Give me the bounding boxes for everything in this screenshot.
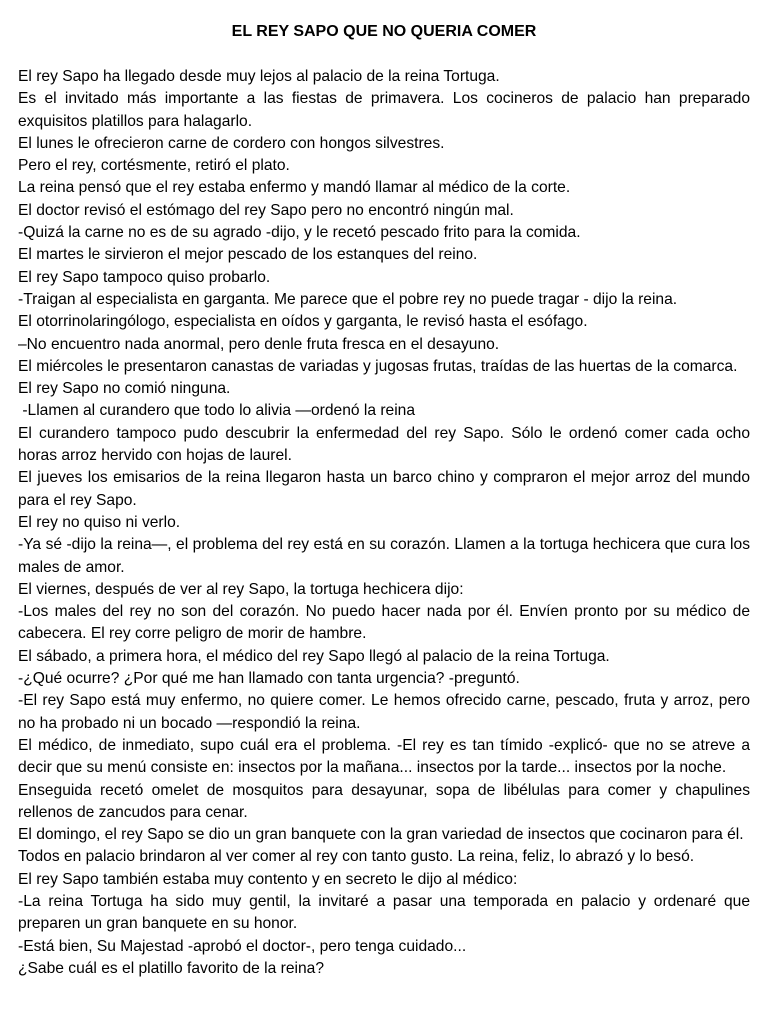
paragraph: El miércoles le presentaron canastas de variadas y jugosas frutas, traídas de las huertas de la comarca. [18, 357, 738, 375]
paragraph: El curandero tampoco pudo descubrir la enfermedad del rey Sapo. Sólo le ordenó comer cada ocho horas arroz hervido con hojas de laurel. [18, 424, 750, 465]
paragraph: El rey Sapo tampoco quiso probarlo. [18, 268, 271, 286]
story-body [18, 66, 750, 980]
paragraph: -¿Qué ocurre? ¿Por qué me han llamado con tanta urgencia? -preguntó. [18, 670, 520, 688]
paragraph: El martes le sirvieron el mejor pescado de los estanques del reino. [18, 246, 478, 264]
paragraph: -Traigan al especialista en garganta. Me parece que el pobre rey no puede tragar - dijo la reina. [18, 290, 678, 308]
paragraph: -Quizá la carne no es de su agrado -dijo, y le recetó pescado frito para la comida. [18, 224, 581, 242]
paragraph: -El rey Sapo está muy enfermo, no quiere comer. Le hemos ofrecido carne, pescado, fruta y arroz, pero no ha probado ni un bocado —respondió la reina. [18, 692, 750, 732]
paragraph: El domingo, el rey Sapo se dio un gran banquete con la gran variedad de insectos que cocinaron para él. [18, 826, 744, 844]
page-title: EL REY SAPO QUE NO QUERIA COMER [231, 23, 537, 40]
paragraph: El viernes, después de ver al rey Sapo, la tortuga hechicera dijo: [18, 580, 464, 598]
paragraph: El lunes le ofrecieron carne de cordero con hongos silvestres. [18, 134, 445, 152]
paragraph: Todos en palacio brindaron al ver comer al rey con tanto gusto. La reina, feliz, lo abrazó y lo besó. [18, 848, 695, 866]
paragraph: ¿Sabe cuál es el platillo favorito de la reina? [18, 959, 324, 977]
paragraph: El doctor revisó el estómago del rey Sapo pero no encontró ningún mal. [18, 201, 514, 219]
paragraph: Pero el rey, cortésmente, retiró el plato. [18, 157, 290, 175]
paragraph: -Ya sé -dijo la reina—, el problema del rey está en su corazón. Llamen a la tortuga hechicera que cura los males de amor. [18, 536, 750, 576]
paragraph: El médico, de inmediato, supo cuál era el problema. -El rey es tan tímido -explicó- que no se atreve a decir que su menú consiste en: insectos por la mañana... insectos por la tarde... insectos por la noche. [18, 736, 750, 777]
paragraph: El jueves los emisarios de la reina llegaron hasta un barco chino y compraron el mejor arroz del mundo para el rey Sapo. [18, 469, 750, 509]
paragraph: Es el invitado más importante a las fiestas de primavera. Los cocineros de palacio han preparado exquisitos platillos para halagarlo. [18, 90, 750, 130]
paragraph: El sábado, a primera hora, el médico del rey Sapo llegó al palacio de la reina Tortuga. [18, 647, 610, 665]
paragraph: El rey Sapo ha llegado desde muy lejos al palacio de la reina Tortuga. [18, 68, 500, 85]
paragraph: La reina pensó que el rey estaba enfermo y mandó llamar al médico de la corte. [18, 179, 571, 197]
paragraph: –No encuentro nada anormal, pero denle fruta fresca en el desayuno. [18, 335, 500, 353]
paragraph: El rey no quiso ni verlo. [18, 513, 181, 531]
paragraph: -Los males del rey no son del corazón. No puedo hacer nada por él. Envíen pronto por su médico de cabecera. El rey corre peligro de morir de hambre. [18, 603, 750, 643]
paragraph: Enseguida recetó omelet de mosquitos para desayunar, sopa de libélulas para comer y chapulines rellenos de zancudos para cenar. [18, 781, 750, 821]
paragraph: -Llamen al curandero que todo lo alivia —ordenó la reina [18, 402, 416, 420]
paragraph: El rey Sapo no comió ninguna. [18, 380, 231, 398]
paragraph: -La reina Tortuga ha sido muy gentil, la invitaré a pasar una temporada en palacio y ordenaré que preparen un gran banquete en su honor. [18, 892, 750, 933]
paragraph: El otorrinolaringólogo, especialista en oídos y garganta, le revisó hasta el esófago. [18, 313, 588, 331]
paragraph: El rey Sapo también estaba muy contento y en secreto le dijo al médico: [18, 870, 518, 888]
paragraph: -Está bien, Su Majestad -aprobó el doctor-, pero tenga cuidado... [18, 937, 467, 955]
